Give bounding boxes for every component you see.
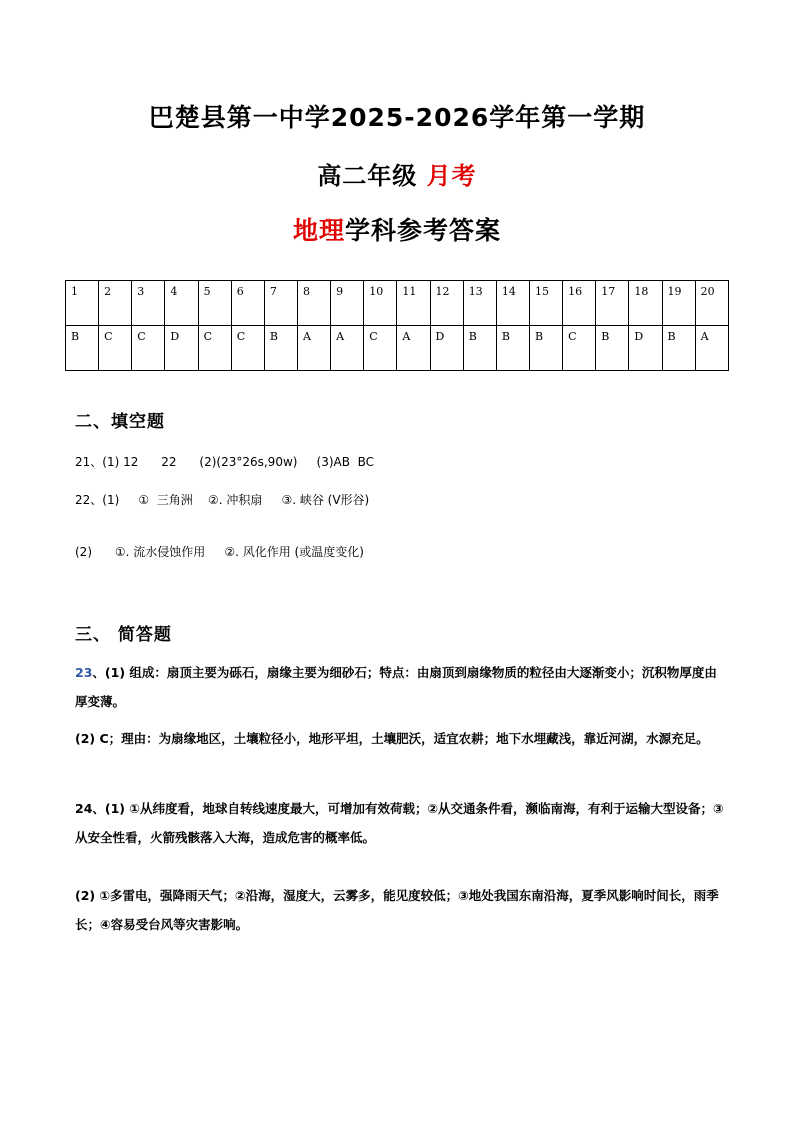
subject-label: 地理	[292, 216, 345, 245]
question-number-cell: 16	[563, 281, 596, 326]
q24-part2-answer: (2) ①多雷电，强降雨天气；②沿海，湿度大，云雾多，能见度较低；③地处我国东南沿海，夏季风影响时间长，雨季长；④容易受台风等灾害影响。	[75, 888, 719, 932]
grade-exam-title	[0, 156, 794, 191]
answer-cell: B	[264, 326, 297, 371]
answer-cell: B	[596, 326, 629, 371]
answer-cell: A	[297, 326, 330, 371]
answer-cell: B	[66, 326, 99, 371]
q23-number: 23	[75, 665, 93, 680]
question-number-cell: 2	[99, 281, 132, 326]
q22-part2-answer: (2) ①. 流水侵蚀作用 ②. 风化作用 (或温度变化)	[75, 545, 364, 559]
question-number-cell: 4	[165, 281, 198, 326]
answer-cell: C	[563, 326, 596, 371]
q22-part1-answer: 22、(1) ① 三角洲 ②. 冲积扇 ③. 峡谷 (V形谷)	[75, 493, 370, 507]
answer-cell: C	[132, 326, 165, 371]
q24-part1-answer: 24、(1) ①从纬度看，地球自转线速度最大，可增加有效荷载；②从交通条件看，濒临南海，有利于运输大型设备；③从安全性看，火箭残骸落入大海，造成危害的概率低。	[75, 801, 724, 845]
answer-cell: C	[231, 326, 264, 371]
exam-type-label: 月考	[426, 162, 477, 190]
question-number-cell: 7	[264, 281, 297, 326]
answer-key-label: 学科参考答案	[345, 216, 502, 245]
answer-row	[66, 326, 729, 371]
question-number-cell: 10	[364, 281, 397, 326]
answer-cell: A	[397, 326, 430, 371]
question-number-cell: 1	[66, 281, 99, 326]
answer-cell: B	[529, 326, 562, 371]
question-number-cell: 13	[463, 281, 496, 326]
answer-cell: B	[662, 326, 695, 371]
answer-cell: C	[99, 326, 132, 371]
answer-cell: C	[364, 326, 397, 371]
multiple-choice-answer-table	[65, 280, 729, 371]
question-number-cell: 9	[331, 281, 364, 326]
answer-cell: D	[629, 326, 662, 371]
answer-cell: B	[463, 326, 496, 371]
question-number-cell: 18	[629, 281, 662, 326]
question-number-cell: 5	[198, 281, 231, 326]
grade-label: 高二年级	[317, 162, 427, 190]
question-number-cell: 17	[596, 281, 629, 326]
answer-cell: B	[496, 326, 529, 371]
question-number-cell: 12	[430, 281, 463, 326]
subject-title	[0, 211, 794, 247]
question-number-cell: 6	[231, 281, 264, 326]
question-number-cell: 20	[695, 281, 728, 326]
answer-cell: C	[198, 326, 231, 371]
answer-cell: D	[430, 326, 463, 371]
answer-cell: A	[695, 326, 728, 371]
question-number-cell: 14	[496, 281, 529, 326]
q23-part1-text: 、(1) 组成：扇顶主要为砾石，扇缘主要为细砂石；特点：由扇顶到扇缘物质的粒径由大逐渐变小；沉积物厚度由厚变薄。	[75, 665, 717, 709]
question-number-cell: 3	[132, 281, 165, 326]
page-title: 巴楚县第一中学2025-2026学年第一学期	[148, 103, 646, 132]
question-number-cell: 8	[297, 281, 330, 326]
q23-part2-answer: (2) C；理由：为扇缘地区，土壤粒径小，地形平坦，土壤肥沃，适宜农耕；地下水埋藏浅，靠近河湖，水源充足。	[75, 731, 709, 746]
question-number-cell: 15	[529, 281, 562, 326]
question-number-row	[66, 281, 729, 326]
q23-part1-answer	[75, 658, 725, 716]
answer-cell: D	[165, 326, 198, 371]
question-number-cell: 19	[662, 281, 695, 326]
question-number-cell: 11	[397, 281, 430, 326]
section3-heading: 三、 简答题	[75, 625, 172, 645]
section2-heading: 二、填空题	[75, 412, 165, 432]
q21-answer: 21、(1) 12 22 (2)(23°26s,90w) (3)AB BC	[75, 455, 374, 469]
answer-cell: A	[331, 326, 364, 371]
